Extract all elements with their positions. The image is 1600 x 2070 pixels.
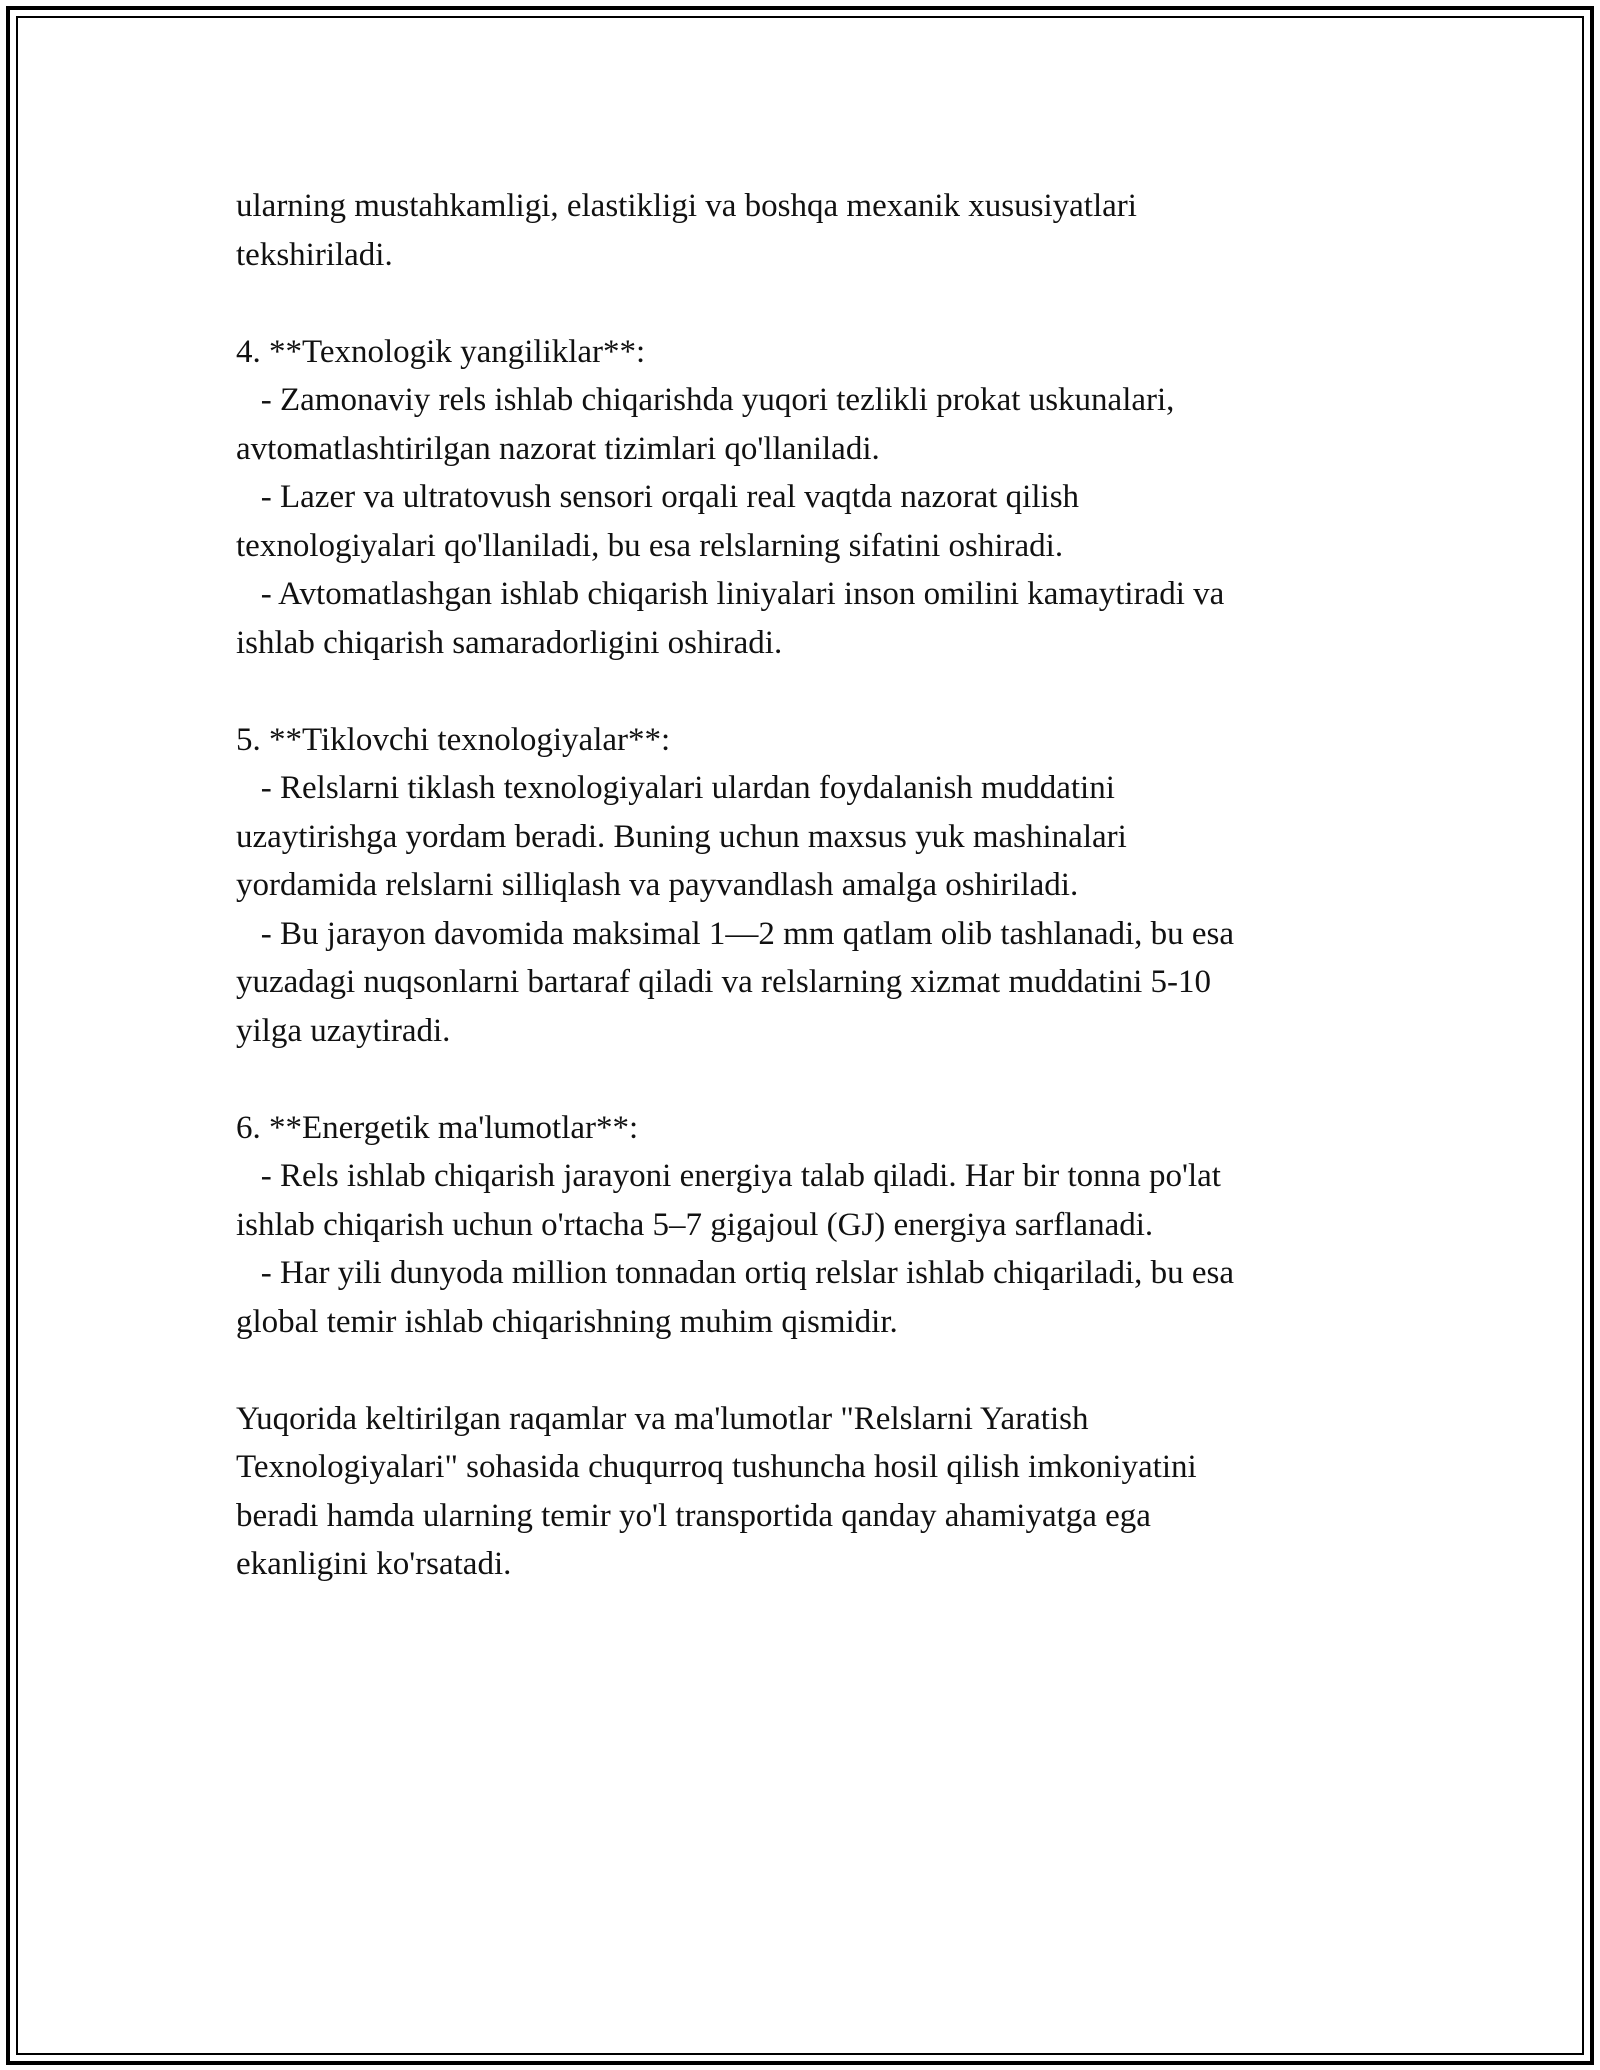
text-line: - Avtomatlashgan ishlab chiqarish liniyalari inson omilini kamaytiradi va (236, 576, 1225, 612)
text-line: yordamida relslarni silliqlash va payvandlash amalga oshiriladi. (236, 867, 1079, 903)
text-line: Yuqorida keltirilgan raqamlar va ma'lumotlar "Relslarni Yaratish (236, 1400, 1089, 1437)
section-heading: 4. **Texnologik yangiliklar**: (236, 333, 646, 370)
text-line: uzaytirishga yordam beradi. Buning uchun maxsus yuk mashinalari (236, 818, 1127, 855)
text-line: yilga uzaytiradi. (236, 1012, 451, 1049)
text-line: ekanligini ko'rsatadi. (236, 1546, 512, 1582)
text-line: - Har yili dunyoda million tonnadan ortiq relslar ishlab chiqariladi, bu esa (236, 1255, 1235, 1291)
text-line: global temir ishlab chiqarishning muhim qismidir. (236, 1303, 898, 1340)
section-heading: 6. **Energetik ma'lumotlar**: (236, 1109, 639, 1146)
document-body (236, 182, 1386, 1589)
paragraph-gap (236, 667, 1386, 716)
text-line: ishlab chiqarish uchun o'rtacha 5–7 gigajoul (GJ) energiya sarflanadi. (236, 1206, 1154, 1243)
text-line: texnologiyalari qo'llaniladi, bu esa relslarning sifatini oshiradi. (236, 527, 1064, 564)
text-line: - Relslarni tiklash texnologiyalari ulardan foydalanish muddatini (236, 770, 1115, 806)
text-line: Texnologiyalari" sohasida chuqurroq tushuncha hosil qilish imkoniyatini (236, 1449, 1197, 1485)
text-line: ishlab chiqarish samaradorligini oshiradi. (236, 624, 783, 661)
section-heading: 5. **Tiklovchi texnologiyalar**: (236, 721, 671, 758)
text-line: ularning mustahkamligi, elastikligi va boshqa mexanik xususiyatlari (236, 188, 1137, 224)
text-line: - Lazer va ultratovush sensori orqali real vaqtda nazorat qilish (236, 479, 1080, 515)
text-line: - Rels ishlab chiqarish jarayoni energiya talab qiladi. Har bir tonna po'lat (236, 1158, 1221, 1194)
paragraph-gap (236, 279, 1386, 328)
text-line: yuzadagi nuqsonlarni bartaraf qiladi va relslarning xizmat muddatini 5-10 (236, 964, 1212, 1000)
paragraph-gap (236, 1055, 1386, 1104)
text-line: - Bu jarayon davomida maksimal 1—2 mm qatlam olib tashlanadi, bu esa (236, 915, 1235, 952)
text-line: avtomatlashtirilgan nazorat tizimlari qo'llaniladi. (236, 430, 880, 467)
text-line: tekshiriladi. (236, 236, 393, 273)
text-line: - Zamonaviy rels ishlab chiqarishda yuqori tezlikli prokat uskunalari, (236, 382, 1175, 418)
text-line: beradi hamda ularning temir yo'l transportida qanday ahamiyatga ega (236, 1497, 1151, 1534)
paragraph-gap (236, 1346, 1386, 1395)
